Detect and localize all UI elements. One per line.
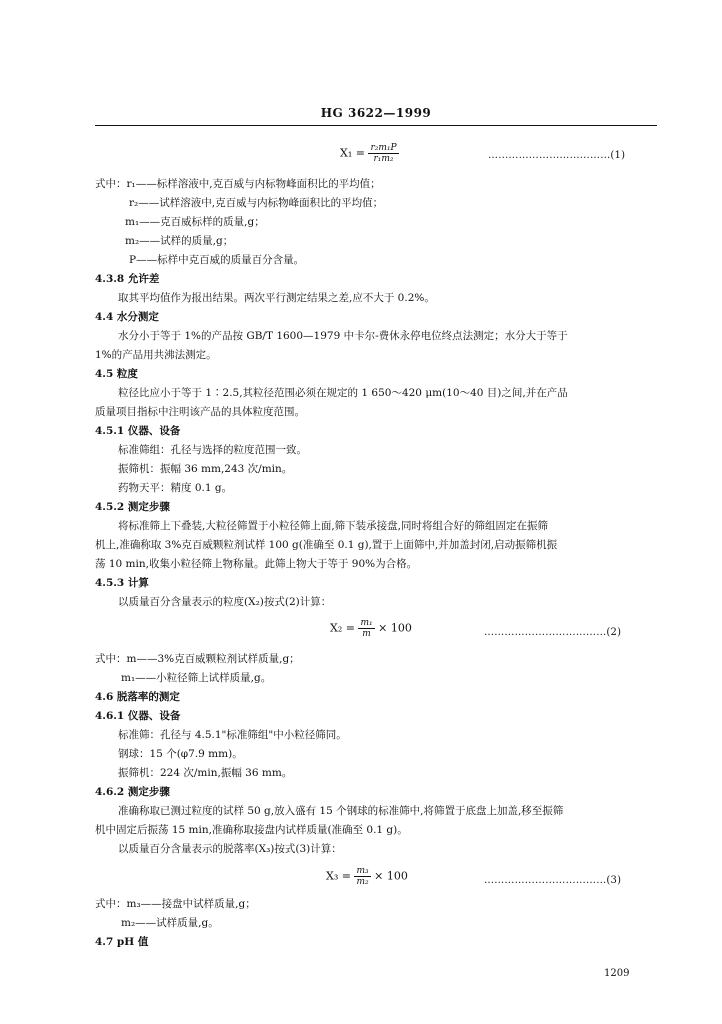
equation-2-numerator: m₁ <box>360 618 373 628</box>
section-4-5-text-2: 质量项目指标中注明该产品的具体粒度范围。 <box>95 406 305 418</box>
eq3-var-m2: m₂——试样质量,g。 <box>121 917 219 929</box>
equation-2-rhs: × 100 <box>378 621 412 635</box>
section-4-6-1-line-1: 标准筛：孔径与 4.5.1"标准筛组"中小粒径筛同。 <box>118 729 347 741</box>
section-4-3-8-title: 4.3.8 允许差 <box>95 273 160 285</box>
eq1-var-r2: r₂——试样溶液中,克百威与内标物峰面积比的平均值； <box>129 197 384 209</box>
equation-3-lhs: X₃ = <box>326 869 351 883</box>
section-4-3-8-text: 取其平均值作为报出结果。两次平行测定结果之差,应不大于 0.2%。 <box>118 292 435 304</box>
section-4-5-2-line-3: 荡 10 min,收集小粒径筛上物称量。此筛上物大于等于 90%为合格。 <box>95 558 418 570</box>
section-4-6-1-line-2: 钢球：15 个(φ7.9 mm)。 <box>118 748 243 760</box>
section-4-5-2-line-1: 将标准筛上下叠装,大粒径筛置于小粒径筛上面,筛下装承接盘,同时将组合好的筛组固定在振筛 <box>118 520 549 532</box>
equation-1-number: ………………………………(1) <box>488 150 626 161</box>
section-4-6-2-line-1: 准确称取已测过粒度的试样 50 g,放入盛有 15 个钢球的标准筛中,将筛置于底盘上加盖,移至振筛 <box>118 805 564 817</box>
section-4-6-2-line-3: 以质量百分含量表示的脱落率(X₃)按式(3)计算： <box>118 843 342 855</box>
section-4-5-2-line-2: 机上,准确称取 3%克百威颗粒剂试样 100 g(准确至 0.1 g),置于上面筛中,并加盖封闭,启动振筛机振 <box>95 539 558 551</box>
section-4-4-text-1: 水分小于等于 1%的产品按 GB/T 1600—1979 中卡尔-费休永停电位终点法测定；水分大于等于 <box>118 330 568 342</box>
equation-1 <box>340 143 399 164</box>
eq2-var-m: 式中：m——3%克百威颗粒剂试样质量,g； <box>95 653 300 665</box>
section-4-7-title: 4.7 pH 值 <box>95 936 149 948</box>
section-4-5-1-title: 4.5.1 仪器、设备 <box>95 425 181 437</box>
standard-header: HG 3622—1999 <box>320 106 432 120</box>
equation-1-denominator: r₁m₂ <box>373 154 394 164</box>
equation-1-fraction <box>368 143 398 164</box>
section-4-6-2-title: 4.6.2 测定步骤 <box>95 786 170 798</box>
section-4-6-title: 4.6 脱落率的测定 <box>95 691 180 703</box>
eq3-var-m3: 式中：m₃——接盘中试样质量,g； <box>95 898 256 910</box>
section-4-5-1-line-3: 药物天平：精度 0.1 g。 <box>118 482 233 494</box>
equation-3-numerator: m₃ <box>356 866 369 876</box>
section-4-6-1-line-3: 振筛机：224 次/min,振幅 36 mm。 <box>118 767 293 779</box>
equation-2 <box>330 618 412 639</box>
eq1-var-m2: m₂——试样的质量,g； <box>125 235 234 247</box>
section-4-4-title: 4.4 水分测定 <box>95 311 159 323</box>
equation-3-denominator: m₂ <box>356 877 369 887</box>
equation-3-rhs: × 100 <box>374 869 408 883</box>
section-4-4-text-2: 1%的产品用共沸法测定。 <box>95 349 217 361</box>
section-4-5-3-line-1: 以质量百分含量表示的粒度(X₂)按式(2)计算： <box>118 596 332 608</box>
equation-3-fraction <box>354 866 370 887</box>
eq1-var-m1: m₁——克百威标样的质量,g； <box>125 216 265 228</box>
section-4-5-title: 4.5 粒度 <box>95 368 138 380</box>
section-4-5-text-1: 粒径比应小于等于 1∶2.5,其粒径范围必须在规定的 1 650～420 μm(10～40 目)之间,并在产品 <box>118 387 568 399</box>
equation-3-number: ………………………………(3) <box>484 875 622 886</box>
equation-1-numerator: r₂m₁P <box>370 143 397 153</box>
section-4-5-1-line-1: 标准筛组：孔径与选择的粒度范围一致。 <box>118 444 307 456</box>
eq1-var-r1: 式中：r₁——标样溶液中,克百威与内标物峰面积比的平均值； <box>95 178 381 190</box>
section-4-5-1-line-2: 振筛机：振幅 36 mm,243 次/min。 <box>118 463 293 475</box>
page-number: 1209 <box>604 968 630 979</box>
equation-2-fraction <box>358 618 374 639</box>
section-4-5-3-title: 4.5.3 计算 <box>95 577 149 589</box>
header-rule <box>95 125 657 126</box>
equation-2-number: ………………………………(2) <box>484 627 622 638</box>
equation-2-denominator: m <box>362 629 371 639</box>
equation-2-lhs: X₂ = <box>330 621 355 635</box>
section-4-6-2-line-2: 机中固定后振荡 15 min,准确称取接盘内试样质量(准确至 0.1 g)。 <box>95 824 408 836</box>
equation-3 <box>326 866 408 887</box>
eq2-var-m1: m₁——小粒径筛上试样质量,g。 <box>121 672 272 684</box>
section-4-5-2-title: 4.5.2 测定步骤 <box>95 501 170 513</box>
equation-1-lhs: X₁ = <box>340 146 365 160</box>
eq1-var-p: P——标样中克百威的质量百分含量。 <box>129 254 305 266</box>
section-4-6-1-title: 4.6.1 仪器、设备 <box>95 710 181 722</box>
